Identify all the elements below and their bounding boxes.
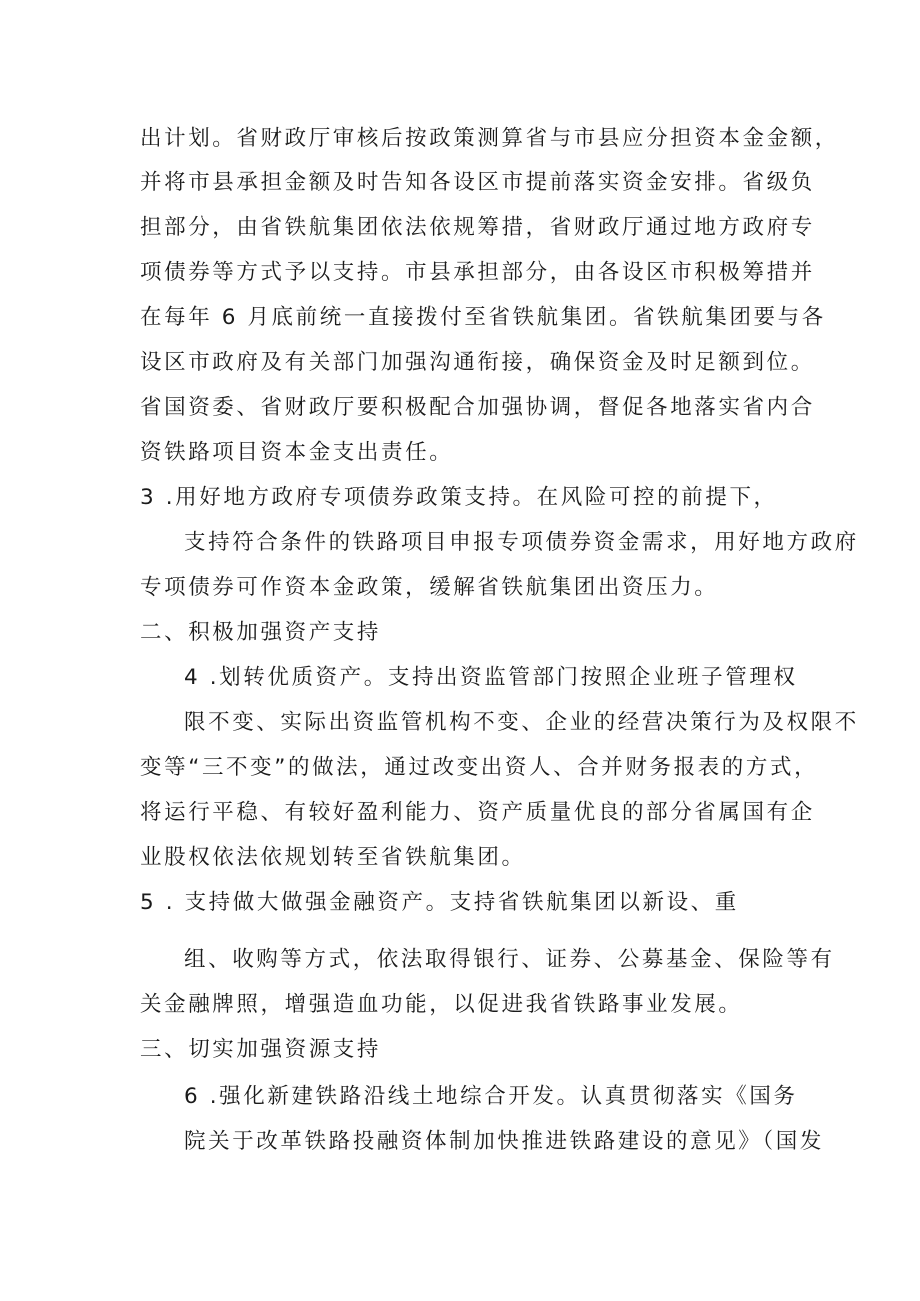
body-text-line: 资铁路项目资本金支出责任。 <box>140 440 454 465</box>
body-text-line: 关金融牌照，增强造血功能，以促进我省铁路事业发展。 <box>140 992 743 1017</box>
numbered-item-4: 4 .划转优质资产。支持出资监管部门按照企业班子管理权 <box>184 665 798 690</box>
body-text-line: 支持符合条件的铁路项目申报专项债券资金需求，用好地方政府 <box>184 530 859 555</box>
section-heading-3: 三、切实加强资源支持 <box>140 1037 382 1062</box>
body-text-line: 省国资委、省财政厅要积极配合加强协调，督促各地落实省内合 <box>140 395 815 420</box>
section-heading-2: 二、积极加强资产支持 <box>140 620 382 645</box>
body-text-line: 担部分，由省铁航集团依法依规筹措，省财政厅通过地方政府专 <box>140 215 815 240</box>
numbered-item-3: 3 .用好地方政府专项债券政策支持。在风险可控的前提下， <box>140 485 778 510</box>
body-text-line: 项债券等方式予以支持。市县承担部分，由各设区市积极筹措并 <box>140 260 815 285</box>
body-text-line: 院关于改革铁路投融资体制加快推进铁路建设的意见》（国发 <box>184 1129 824 1154</box>
body-text-line: 组、收购等方式，依法取得银行、证券、公募基金、保险等有 <box>184 947 835 972</box>
body-text-line: 并将市县承担金额及时告知各设区市提前落实资金安排。省级负 <box>140 170 815 195</box>
body-text-line: 限不变、实际出资监管机构不变、企业的经营决策行为及权限不 <box>184 710 859 735</box>
numbered-item-6: 6 .强化新建铁路沿线土地综合开发。认真贯彻落实《国务 <box>184 1084 798 1109</box>
numbered-item-5: 5 . 支持做大做强金融资产。支持省铁航集团以新设、重 <box>140 890 739 915</box>
body-text-line: 在每年 6 月底前统一直接拨付至省铁航集团。省铁航集团要与各 <box>140 305 826 330</box>
body-text-line: 变等“三不变”的做法，通过改变出资人、合并财务报表的方式， <box>140 755 819 780</box>
body-text-line: 业股权依法依规划转至省铁航集团。 <box>140 845 526 870</box>
body-text-line: 专项债券可作资本金政策，缓解省铁航集团出资压力。 <box>140 575 719 600</box>
body-text-line: 将运行平稳、有较好盈利能力、资产质量优良的部分省属国有企 <box>140 800 815 825</box>
body-text-line: 出计划。省财政厅审核后按政策测算省与市县应分担资本金金额， <box>140 126 839 151</box>
body-text-line: 设区市政府及有关部门加强沟通衔接，确保资金及时足额到位。 <box>140 350 815 375</box>
